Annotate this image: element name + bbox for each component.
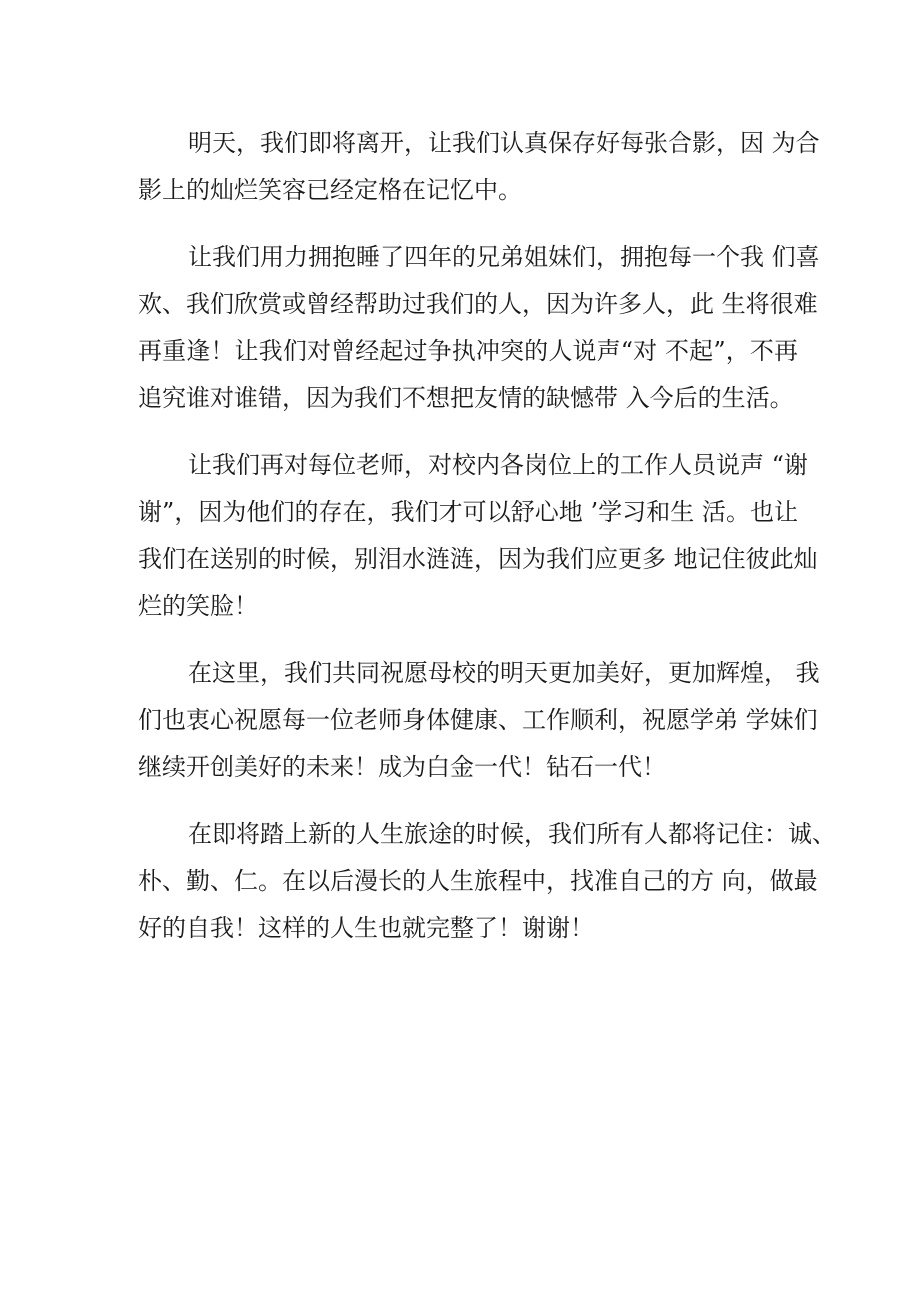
text-line: 欢、我们欣赏或曾经帮助过我们的人，因为许多人，此 生将很难 [138, 290, 818, 318]
paragraph-3 [138, 442, 818, 630]
text-line: 在这里，我们共同祝愿母校的明天更加美好，更加辉煌， 我 [188, 659, 820, 687]
text-line: 谢”，因为他们的存在，我们才可以舒心地 ’学习和生 活。也让 [138, 498, 798, 526]
text-line: 我们在送别的时候，别泪水涟涟，因为我们应更多 地记住彼此灿 [138, 545, 818, 573]
text-line: 再重逢！让我们对曾经起过争执冲突的人说声“对 不起”，不再 [138, 337, 798, 365]
text-line: 在即将踏上新的人生旅途的时候，我们所有人都将记住：诚、 [188, 820, 836, 848]
paragraph-5 [138, 811, 836, 952]
text-line: 好的自我！这样的人生也就完整了！谢谢！ [138, 914, 594, 942]
text-line: 影上的灿烂笑容已经定格在记忆中。 [138, 176, 522, 204]
text-line: 继续开创美好的未来！成为白金一代！钻石一代！ [138, 753, 666, 781]
text-line: 明天，我们即将离开，让我们认真保存好每张合影，因 为合 [188, 129, 820, 157]
paragraph-1 [138, 120, 820, 214]
text-line: 让我们再对每位老师，对校内各岗位上的工作人员说声 “谢 [188, 451, 808, 479]
text-line: 让我们用力拥抱睡了四年的兄弟姐妹们，拥抱每一个我 们喜 [188, 243, 820, 271]
text-line: 烂的笑脸！ [138, 592, 258, 620]
document-body [138, 120, 836, 972]
text-line: 追究谁对谁错，因为我们不想把友情的缺憾带 入今后的生活。 [138, 384, 794, 412]
paragraph-2 [138, 234, 820, 422]
text-line: 们也衷心祝愿每一位老师身体健康、工作顺利，祝愿学弟 学妹们 [138, 706, 818, 734]
paragraph-4 [138, 650, 820, 791]
text-line: 朴、勤、仁。在以后漫长的人生旅程中，找准自己的方 向，做最 [138, 867, 818, 895]
